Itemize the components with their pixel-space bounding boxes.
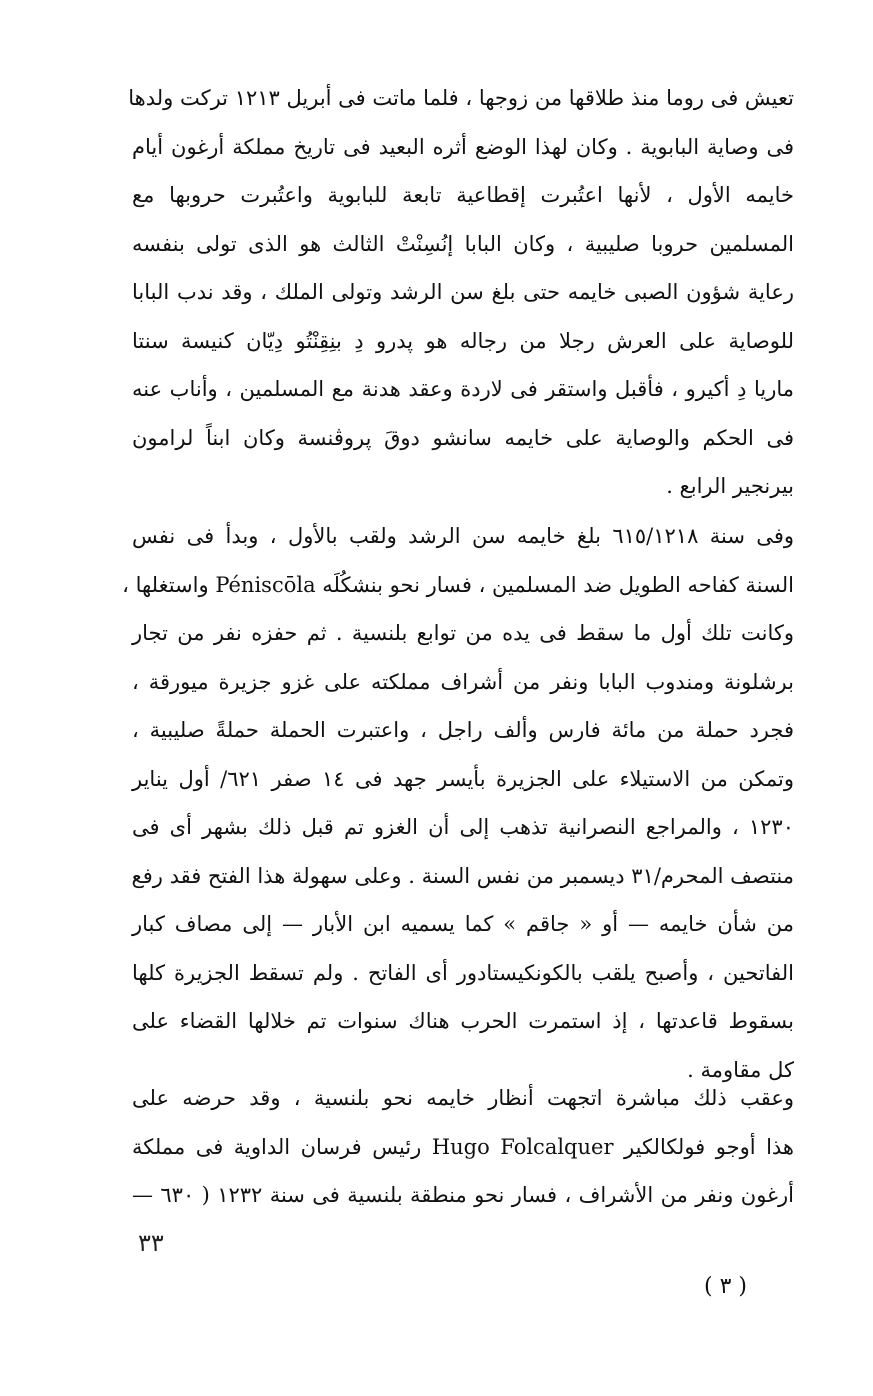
text-line: وتمكن من الاستيلاء على الجزيرة بأيسر جهد فى ١٤ صفر ٦٢١/ أول يناير [132,766,794,791]
text-line: أرغون ونفر من الأشراف ، فسار نحو منطقة بلنسية فى سنة ١٢٣٢ ( ٦٣٠ — [132,1183,795,1207]
text-line: بسقوط قاعدتها ، إذ استمرت الحرب هناك سنوات تم خلالها القضاء على [132,1009,794,1033]
text-line: برشلونة ومندوب البابا ونفر من أشراف مملكته على غزو جزيرة ميورقة ، [132,669,794,694]
folio-number: ٣٣ [138,1229,164,1257]
text-line: تعيش فى روما منذ طلاقها من زوجها ، فلما ماتت فى أبريل ١٢١٣ تركت ولدها [128,86,794,110]
text-line: فى وصاية البابوية . وكان لهذا الوضع أثره البعيد فى تاريخ مملكة أرغون أيام [132,134,794,159]
text-line: ماريا دِ أكيرو ، فأقبل واستقر فى لاردة وعقد هدنة مع المسلمين ، وأناب عنه [132,377,794,401]
text-line: الفاتحين ، وأصبح يلقب بالكونكيستادور أى الفاتح . ولم تسقط الجزيرة كلها [132,960,794,985]
paragraph-2 [122,512,794,1094]
text-line: رعاية شؤون الصبى خايمه حتى بلغ سن الرشد وتولى الملك ، وقد ندب البابا [132,280,794,304]
paragraph-1 [128,74,794,511]
text-line: المسلمين حروبا صليبية ، وكان البابا إنُسِنْتْ الثالث هو الذى تولى بنفسه [132,231,794,256]
text-line: للوصاية على العرش رجلا من رجاله هو پدرو دِ بنِقِنْتُو دِيّان كنيسة سنتا [132,328,794,353]
text-line: فجرد حملة من مائة فارس وألف راجل ، واعتبرت الحملة حملةً صليبية ، [132,718,794,742]
text-line: من شأن خايمه — أو « جاقم » كما يسميه ابن الأبار — إلى مصاف كبار [132,912,794,936]
text-line: فى الحكم والوصاية على خايمه سانشو دوقَ پروڤنسة وكان ابناً لرامون [132,425,794,450]
paragraph-3 [132,1074,794,1220]
text-line: السنة كفاحه الطويل ضد المسلمين ، فسار نحو بنشكُلَه Péniscōla واستغلها ، [122,572,794,597]
text-line: كل مقاومة . [687,1057,794,1082]
text-line: خايمه الأول ، لأنها اعتُبرت إقطاعية تابعة للبابوية واعتُبرت حروبها مع [132,183,794,207]
text-line: بيرنجير الرابع . [666,474,794,498]
text-line: ١٢٣٠ ، والمراجع النصرانية تذهب إلى أن الغزو تم قبل ذلك بشهر أى فى [132,815,794,839]
text-line: هذا أوجو فولكالكير Hugo Folcalquer رئيس فرسان الداوية فى مملكة [132,1134,795,1159]
text-line: منتصف المحرم/٣١ ديسمبر من نفس السنة . وعلى سهولة هذا الفتح فقد رفع [131,863,794,888]
text-line: وكانت تلك أول ما سقط فى يده من توابع بلنسية . ثم حفزه نفر من تجار [132,621,794,645]
text-line: وعقب ذلك مباشرة اتجهت أنظار خايمه نحو بلنسية ، وقد حرضه على [132,1086,794,1110]
page-number: ( ٣ ) [704,1274,747,1299]
text-line: وفى سنة ٦١٥/١٢١٨ بلغ خايمه سن الرشد ولقب بالأول ، وبدأ فى نفس [132,524,794,548]
